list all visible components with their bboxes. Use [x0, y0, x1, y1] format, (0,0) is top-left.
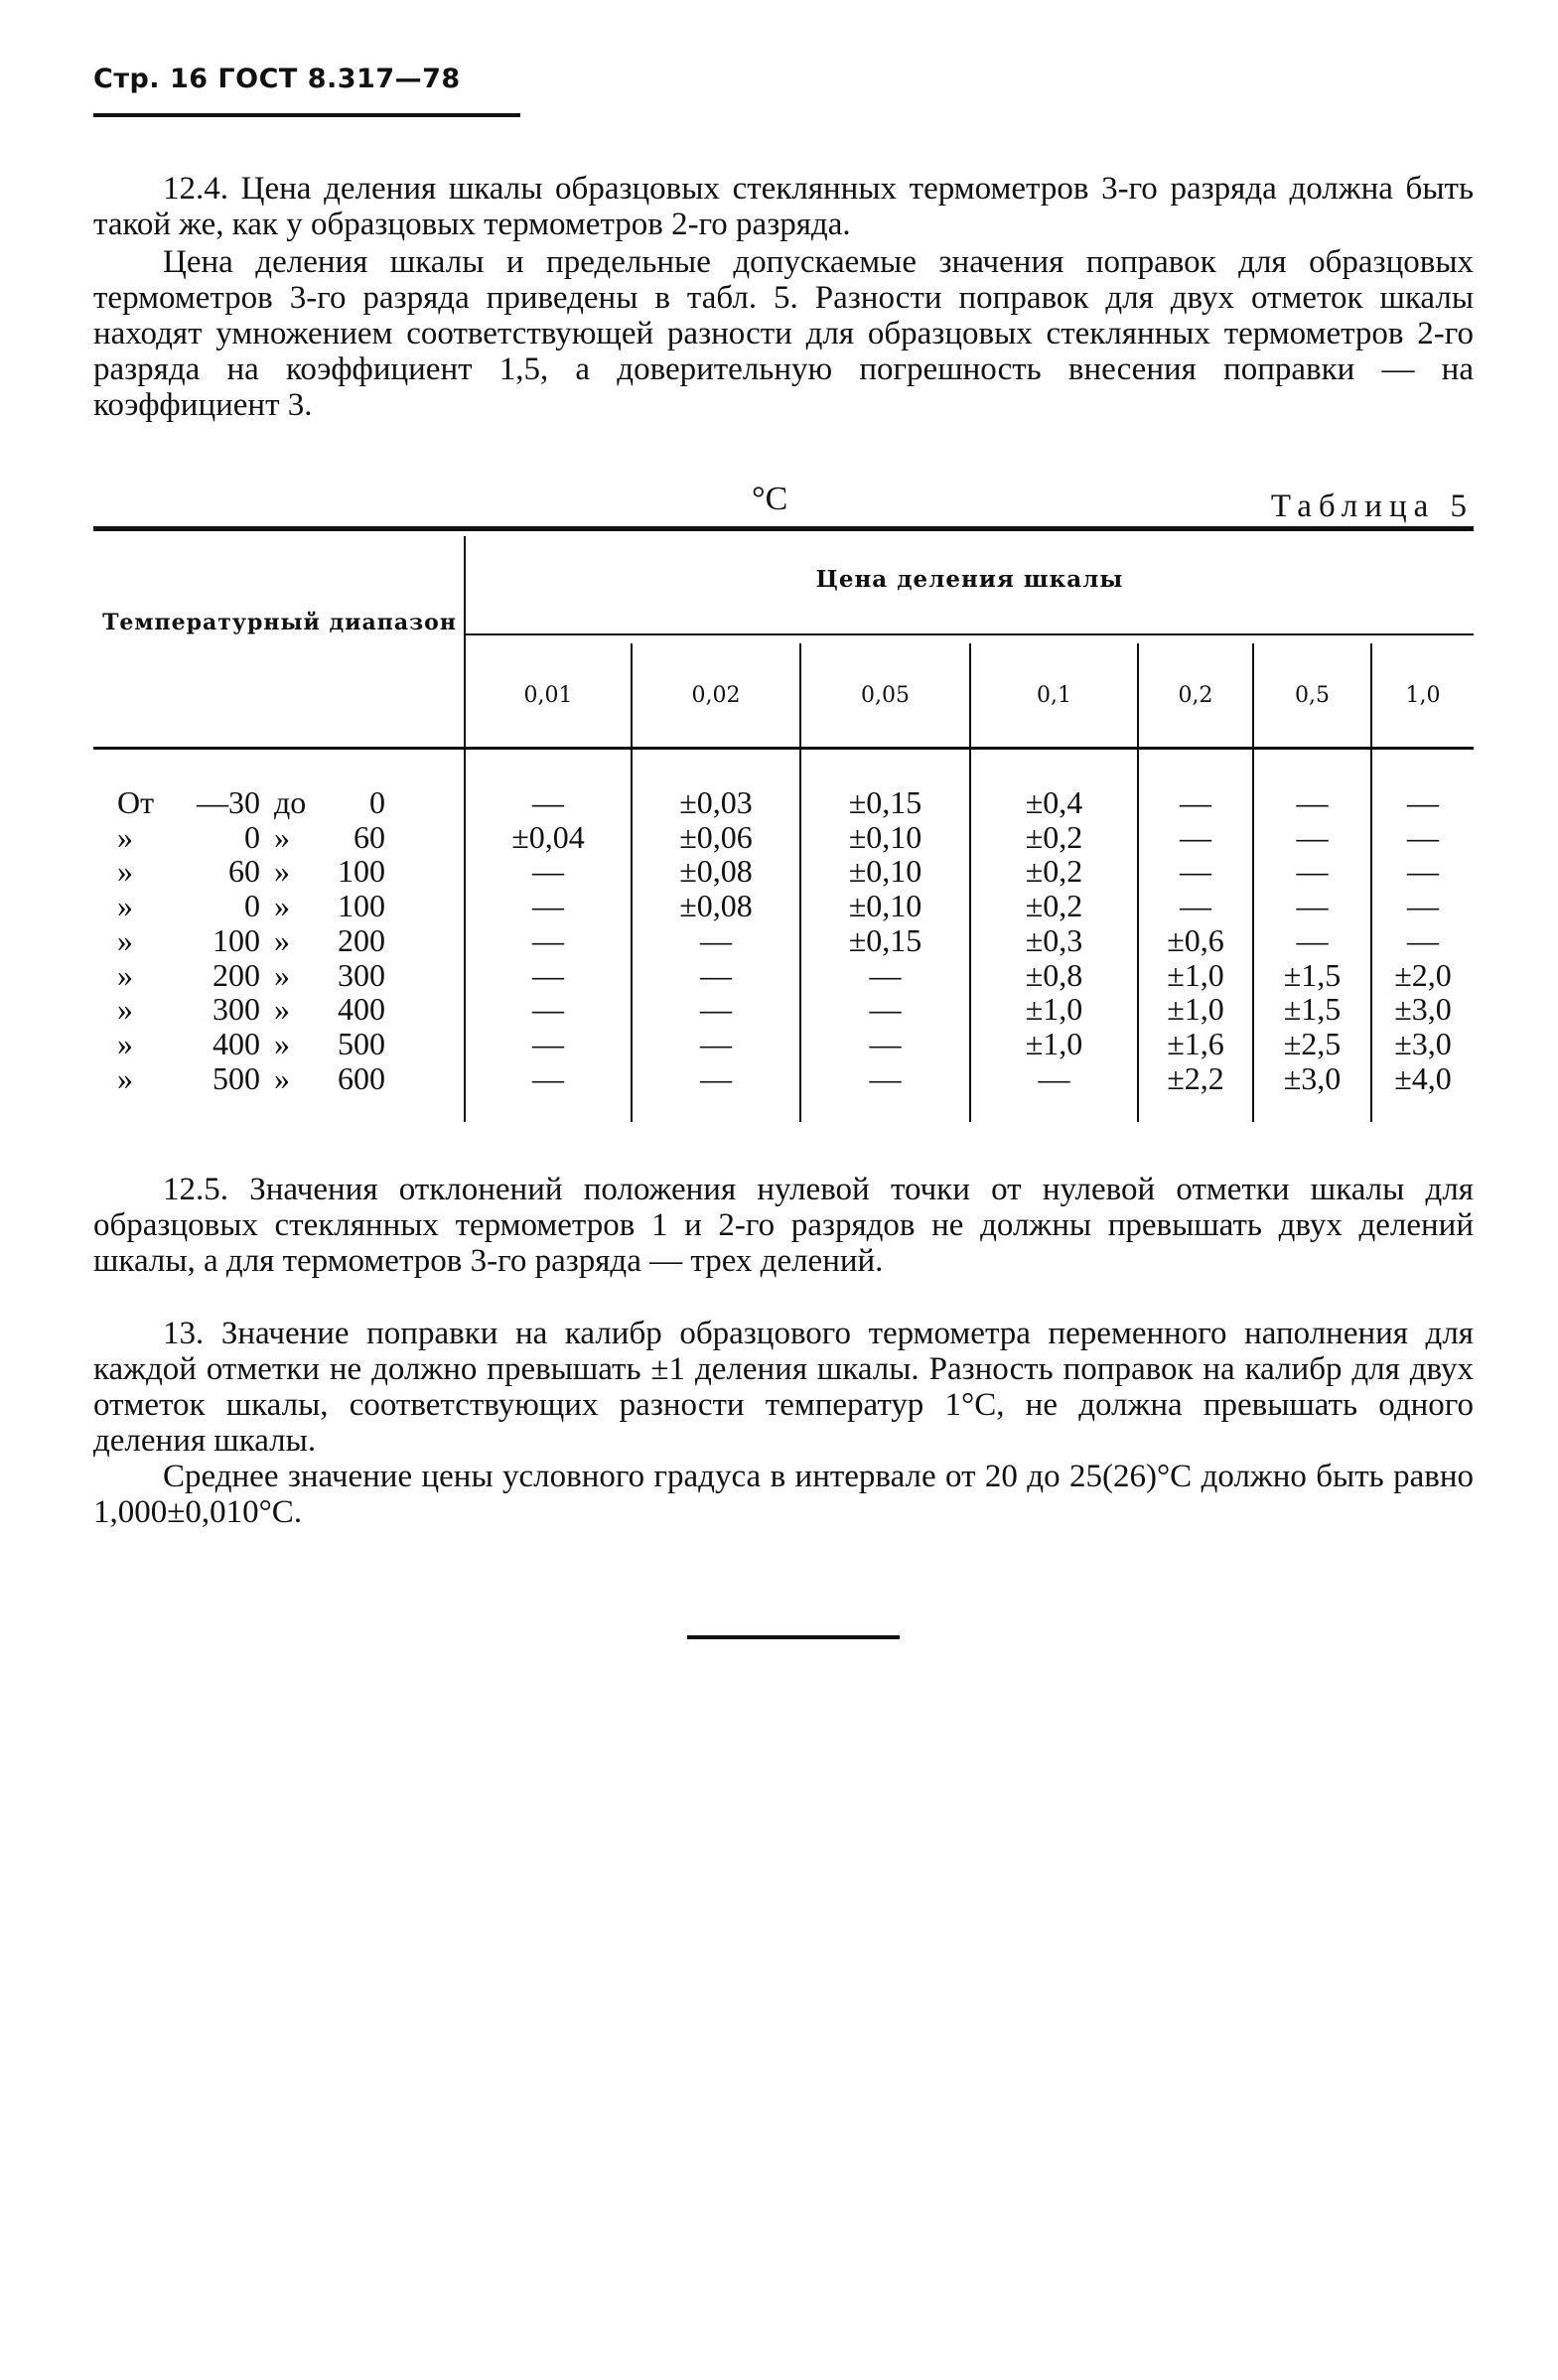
table-cell: ±0,10 [848, 888, 922, 923]
table-cell: ±1,0 [1167, 957, 1224, 993]
range-to: 60 [354, 819, 385, 855]
table-row [0, 958, 1558, 993]
range-to: 400 [338, 991, 385, 1027]
range-from: 500 [212, 1060, 260, 1096]
range-connector: » [274, 991, 290, 1027]
table-cell: — [1407, 888, 1439, 923]
table-cell: — [1180, 784, 1211, 820]
table-cell: ±0,3 [1025, 922, 1083, 958]
range-from: 400 [212, 1026, 260, 1061]
table-row [0, 1061, 1558, 1096]
table-cell: — [532, 784, 564, 820]
table-cell: — [1296, 888, 1329, 923]
table-row [0, 820, 1558, 855]
table-cell: ±1,0 [1025, 1026, 1083, 1061]
table-cell: — [532, 1026, 564, 1061]
end-rule [687, 1635, 900, 1639]
table-cell: ±0,04 [511, 819, 585, 855]
table-cell: ±0,08 [679, 888, 753, 923]
range-connector: » [274, 819, 290, 855]
range-to: 100 [338, 888, 385, 923]
table-cell: — [532, 888, 564, 923]
table-row [0, 785, 1558, 820]
table-cell: — [700, 1026, 732, 1061]
table-row [0, 889, 1558, 923]
table-cell: — [869, 991, 902, 1027]
table-cell: ±0,15 [848, 784, 922, 820]
range-to: 500 [338, 1026, 385, 1061]
table-cell: ±1,0 [1167, 991, 1224, 1027]
range-to: 300 [338, 957, 385, 993]
table-cell: — [700, 991, 732, 1027]
table-cell: — [700, 957, 732, 993]
table-cell: — [532, 922, 564, 958]
range-prefix: » [117, 819, 133, 855]
column-header-0-05: 0,05 [861, 683, 910, 708]
table-cell: ±1,5 [1283, 957, 1342, 993]
table-cell: — [1296, 819, 1329, 855]
table-cell: — [1407, 819, 1439, 855]
table-top-rule [93, 526, 1474, 531]
table-cell: — [700, 1060, 732, 1096]
range-prefix: » [117, 922, 133, 958]
table-row [0, 992, 1558, 1027]
paragraph-12-5: 12.5. Значения отклонений положения нулевой точки от нулевой отметки шкалы для образцовых стеклянных термометров 1 и 2-го разрядов не должны превышать двух делений шкалы, а для термометров 3-го разряда — трех делений. [93, 1172, 1474, 1279]
table-cell: ±0,06 [679, 819, 753, 855]
paragraph-12-4-continued: Цена деления шкалы и предельные допускаемые значения поправок для образцовых термометров 3-го разряда приведены в табл. 5. Разности поправок для двух отметок шкалы находят умножением соответствующей разности для образцовых стеклянных термометров 2-го разряда на коэффициент 1,5, а доверительную погрешность внесения поправки — на коэффициент 3. [93, 244, 1474, 423]
table-cell: — [532, 957, 564, 993]
table-cell: ±0,03 [679, 784, 753, 820]
range-from: 300 [212, 991, 260, 1027]
range-prefix: » [117, 991, 133, 1027]
table-cell: — [1296, 922, 1329, 958]
table-cell: ±0,8 [1025, 957, 1083, 993]
column-header-0-5: 0,5 [1295, 683, 1330, 708]
table-cell: ±0,10 [848, 819, 922, 855]
table-cell: — [1180, 888, 1211, 923]
table-cell: ±3,0 [1394, 991, 1452, 1027]
range-from: 100 [212, 922, 260, 958]
range-prefix: » [117, 1026, 133, 1061]
table-cell: ±0,2 [1025, 819, 1083, 855]
table-cell: ±4,0 [1394, 1060, 1452, 1096]
range-connector: » [274, 1026, 290, 1061]
table-cell: — [532, 853, 564, 889]
table-cell: ±0,08 [679, 853, 753, 889]
column-header-0-2: 0,2 [1178, 683, 1213, 708]
header-rule [93, 113, 520, 117]
table-cell: — [1180, 853, 1211, 889]
table-row [0, 1027, 1558, 1061]
header-temperature-range: Температурный диапазон [102, 610, 457, 635]
range-connector: » [274, 853, 290, 889]
range-to: 100 [338, 853, 385, 889]
table-header-rule [93, 747, 1474, 750]
table-cell: — [869, 1026, 902, 1061]
table-cell: — [532, 991, 564, 1027]
range-prefix: » [117, 1060, 133, 1096]
table-cell: ±0,4 [1025, 784, 1083, 820]
range-from: 0 [244, 819, 260, 855]
range-connector: до [274, 784, 307, 820]
range-to: 600 [338, 1060, 385, 1096]
column-header-0-1: 0,1 [1037, 683, 1071, 708]
header-scale-division: Цена деления шкалы [815, 566, 1124, 593]
range-prefix: » [117, 888, 133, 923]
table-cell: — [1407, 922, 1439, 958]
range-prefix: » [117, 957, 133, 993]
table-cell: — [532, 1060, 564, 1096]
table-cell: ±1,0 [1025, 991, 1083, 1027]
range-from: 200 [212, 957, 260, 993]
table-cell: ±3,0 [1394, 1026, 1452, 1061]
table-cell: ±2,2 [1167, 1060, 1224, 1096]
range-connector: » [274, 1060, 290, 1096]
paragraph-13-continued: Среднее значение цены условного градуса в интервале от 20 до 25(26)°С должно быть равно 1,000±0,010°С. [93, 1459, 1474, 1530]
table-cell: ±1,5 [1283, 991, 1342, 1027]
table-cell: ±2,5 [1283, 1026, 1342, 1061]
range-connector: » [274, 888, 290, 923]
table-row [0, 923, 1558, 958]
paragraph-12-4: 12.4. Цена деления шкалы образцовых стеклянных термометров 3-го разряда должна быть такой же, как у образцовых термометров 2-го разряда. [93, 171, 1474, 242]
range-connector: » [274, 957, 290, 993]
paragraph-13: 13. Значение поправки на калибр образцового термометра переменного наполнения для каждой отметки не должно превышать ±1 деления шкалы. Разность поправок на калибр для двух отметок шкалы, соответствующих разности температур 1°С, не должна превышать одного деления шкалы. [93, 1316, 1474, 1459]
table-cell: — [869, 957, 902, 993]
table-cell: ±3,0 [1283, 1060, 1342, 1096]
range-to: 200 [338, 922, 385, 958]
table-cell: ±0,2 [1025, 888, 1083, 923]
table-cell: ±0,15 [848, 922, 922, 958]
range-prefix: От [117, 784, 155, 820]
table-cell: ±0,10 [848, 853, 922, 889]
table-subheader-rule [466, 633, 1474, 635]
table-cell: — [1407, 853, 1439, 889]
table-cell: ±0,2 [1025, 853, 1083, 889]
table-cell: ±0,6 [1167, 922, 1224, 958]
range-from: —30 [197, 784, 260, 820]
table-cell: ±1,6 [1167, 1026, 1224, 1061]
column-header-1-0: 1,0 [1405, 683, 1441, 708]
table-title: Таблица 5 [1270, 489, 1474, 524]
table-cell: — [700, 922, 732, 958]
table-cell: — [1296, 784, 1329, 820]
range-from: 60 [228, 853, 260, 889]
range-connector: » [274, 922, 290, 958]
table-cell: ±2,0 [1394, 957, 1452, 993]
column-header-0-01: 0,01 [523, 683, 573, 708]
table-cell: — [1296, 853, 1329, 889]
table-cell: — [1407, 784, 1439, 820]
range-prefix: » [117, 853, 133, 889]
table-cell: — [869, 1060, 902, 1096]
running-head: Стр. 16 ГОСТ 8.317—78 [93, 64, 461, 94]
column-header-0-02: 0,02 [691, 683, 741, 708]
range-from: 0 [244, 888, 260, 923]
table-row [0, 854, 1558, 889]
table-cell: — [1038, 1060, 1070, 1096]
table-cell: — [1180, 819, 1211, 855]
table-unit: °С [752, 481, 788, 517]
range-to: 0 [369, 784, 385, 820]
